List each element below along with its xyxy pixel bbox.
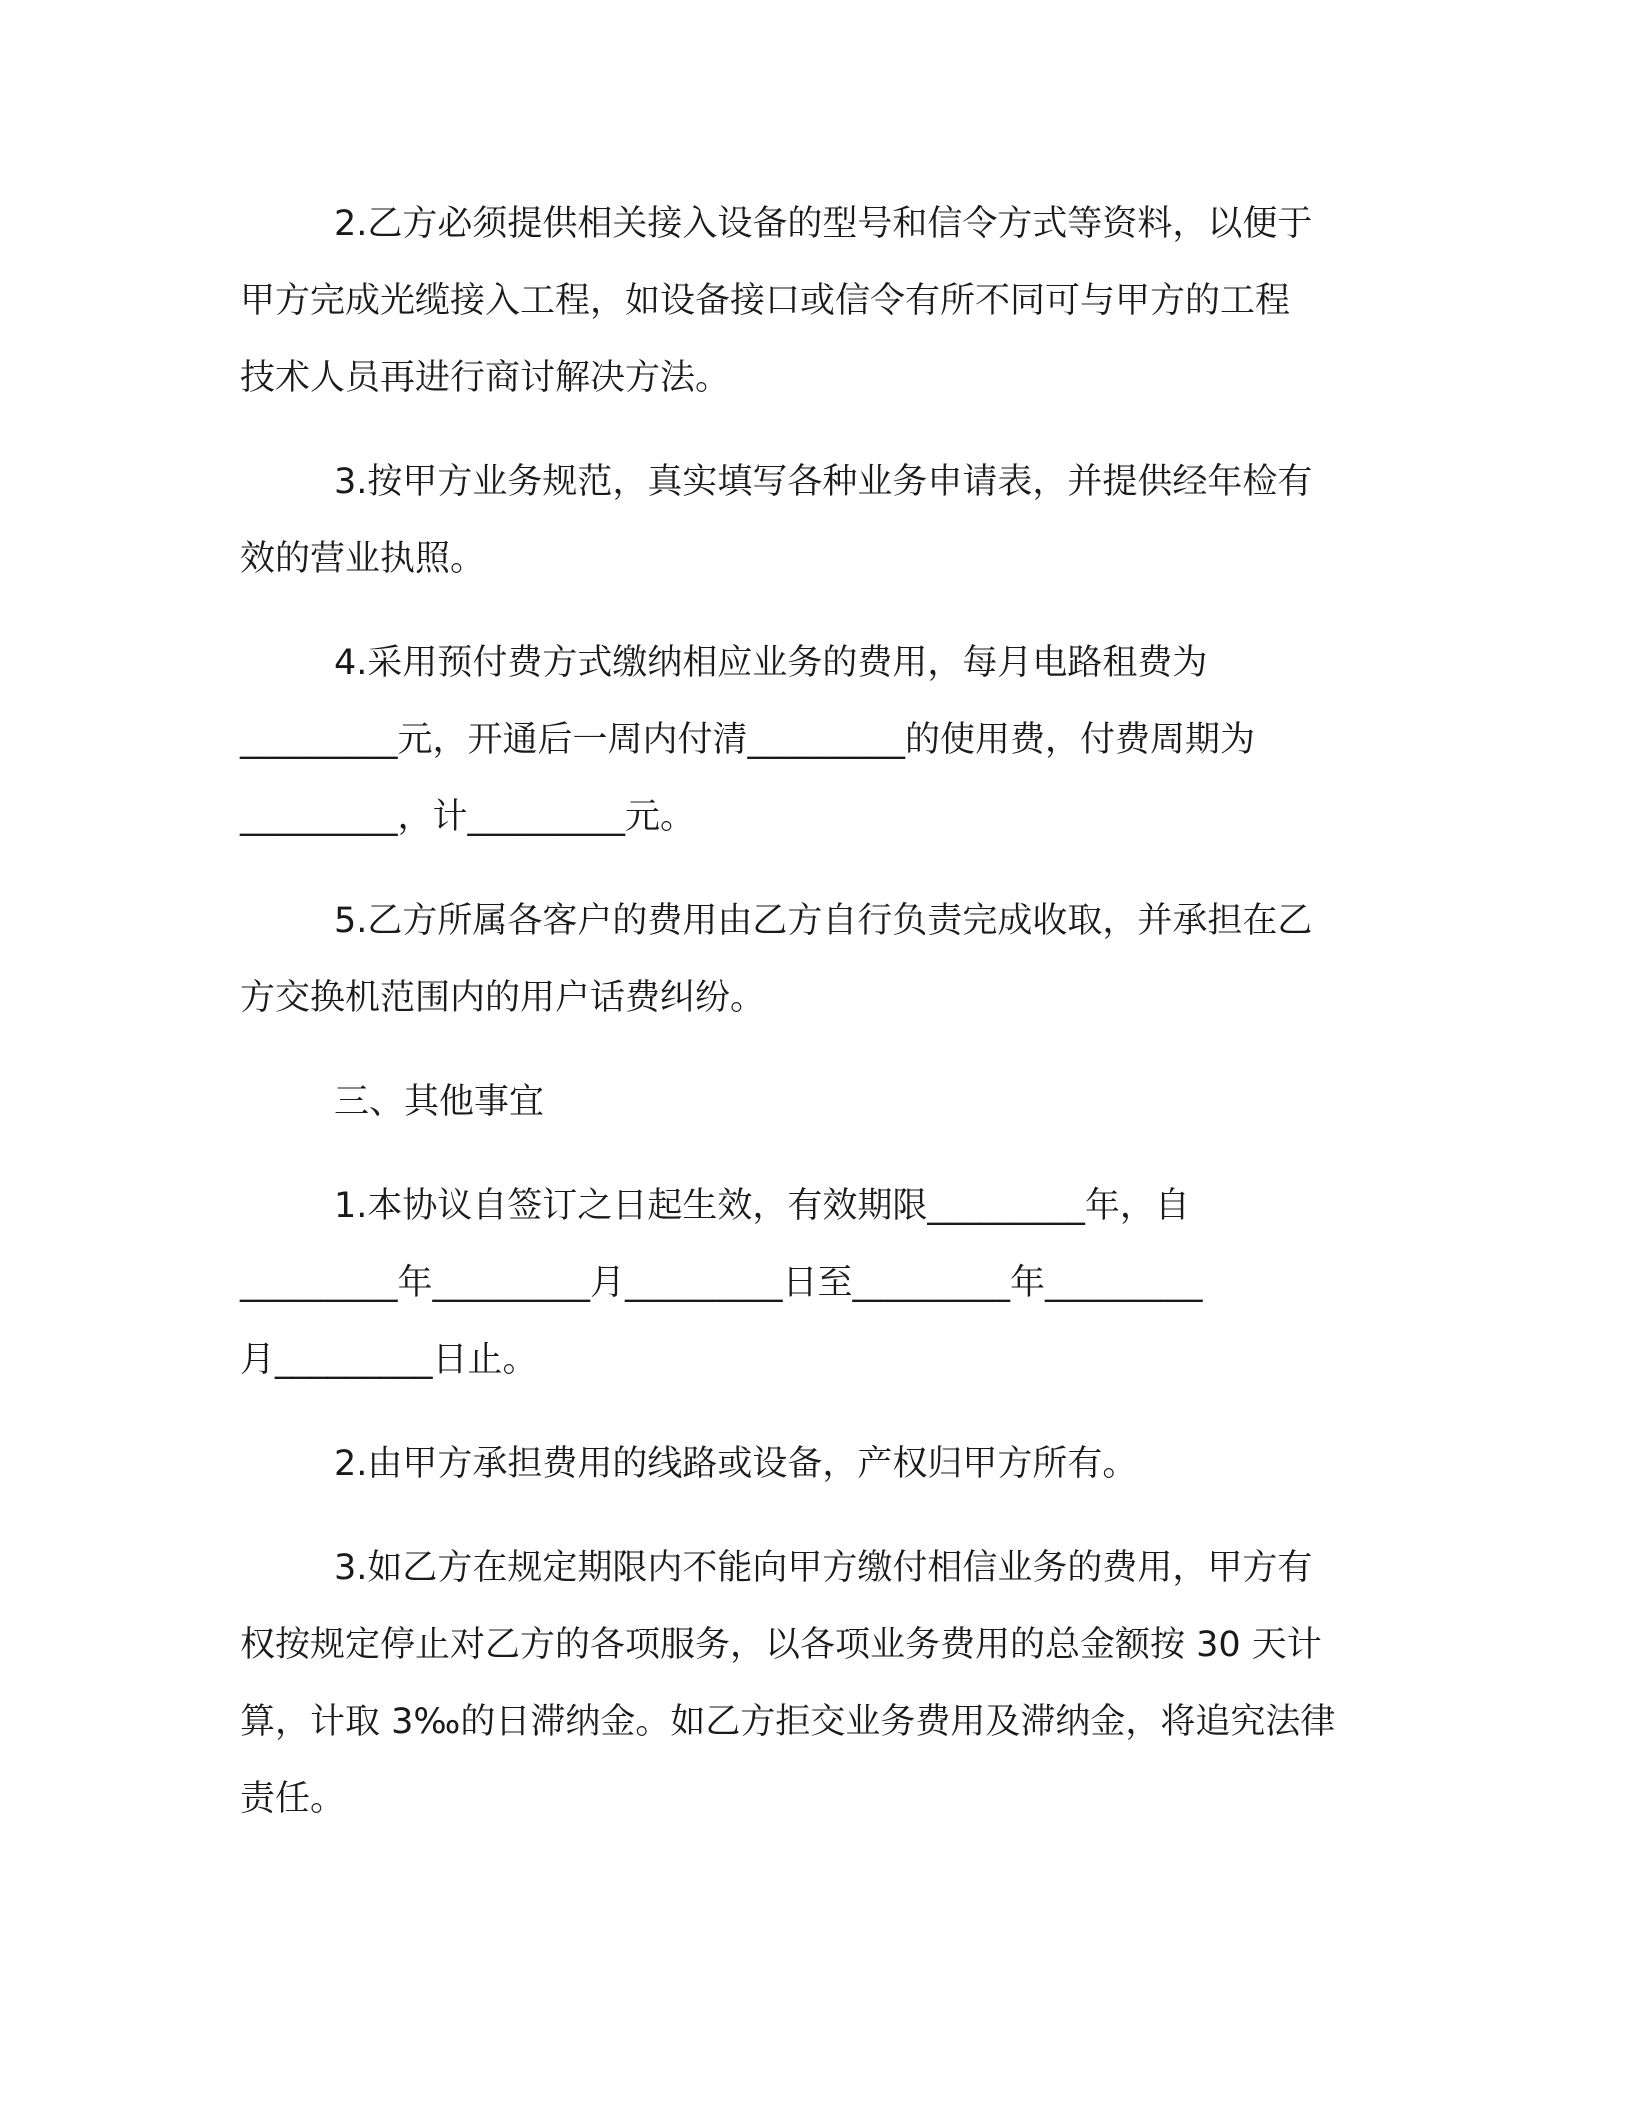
- text-line: 方交换机范围内的用户话费纠纷。: [240, 978, 766, 1018]
- clause-2-property-rights: [240, 1426, 1400, 1503]
- text-line: _________元，开通后一周内付清_________的使用费，付费周期为: [240, 720, 1256, 760]
- text-line: 权按规定停止对乙方的各项服务，以各项业务费用的总金额按 30 天计: [240, 1625, 1322, 1665]
- text-line: _________，计_________元。: [240, 797, 696, 837]
- text-line: 技术人员再进行商讨解决方法。: [240, 358, 731, 398]
- clause-4-prepaid-fees: [240, 625, 1400, 856]
- clause-1-validity-period: [240, 1168, 1400, 1399]
- text-line: 4.采用预付费方式缴纳相应业务的费用，每月电路租费为: [334, 643, 1208, 683]
- text-line: 效的营业执照。: [240, 539, 486, 579]
- text-line: 3.按甲方业务规范，真实填写各种业务申请表，并提供经年检有: [334, 462, 1313, 502]
- text-line: 甲方完成光缆接入工程，如设备接口或信令有所不同可与甲方的工程: [240, 281, 1291, 321]
- clause-2-equipment-info: [240, 186, 1400, 417]
- clause-3-late-payment: [240, 1530, 1400, 1838]
- clause-3-application-forms: [240, 444, 1400, 598]
- text-line: _________年_________月_________日至_________年_________: [240, 1263, 1203, 1303]
- document-body: [240, 186, 1400, 1865]
- text-line: 责任。: [240, 1779, 346, 1819]
- section-heading-text: 三、其他事宜: [334, 1082, 545, 1122]
- text-line: 2.乙方必须提供相关接入设备的型号和信令方式等资料，以便于: [334, 204, 1313, 244]
- text-line: 5.乙方所属各客户的费用由乙方自行负责完成收取，并承担在乙: [334, 901, 1313, 941]
- clause-5-customer-fees: [240, 883, 1400, 1037]
- section-heading-other-matters: [240, 1064, 1400, 1141]
- text-line: 月_________日止。: [240, 1340, 538, 1380]
- text-line: 算，计取 3‰的日滞纳金。如乙方拒交业务费用及滞纳金，将追究法律: [240, 1702, 1336, 1742]
- text-line: 1.本协议自签订之日起生效，有效期限_________年，自: [334, 1186, 1190, 1226]
- text-line: 3.如乙方在规定期限内不能向甲方缴付相信业务的费用，甲方有: [334, 1548, 1313, 1588]
- text-line: 2.由甲方承担费用的线路或设备，产权归甲方所有。: [334, 1444, 1138, 1484]
